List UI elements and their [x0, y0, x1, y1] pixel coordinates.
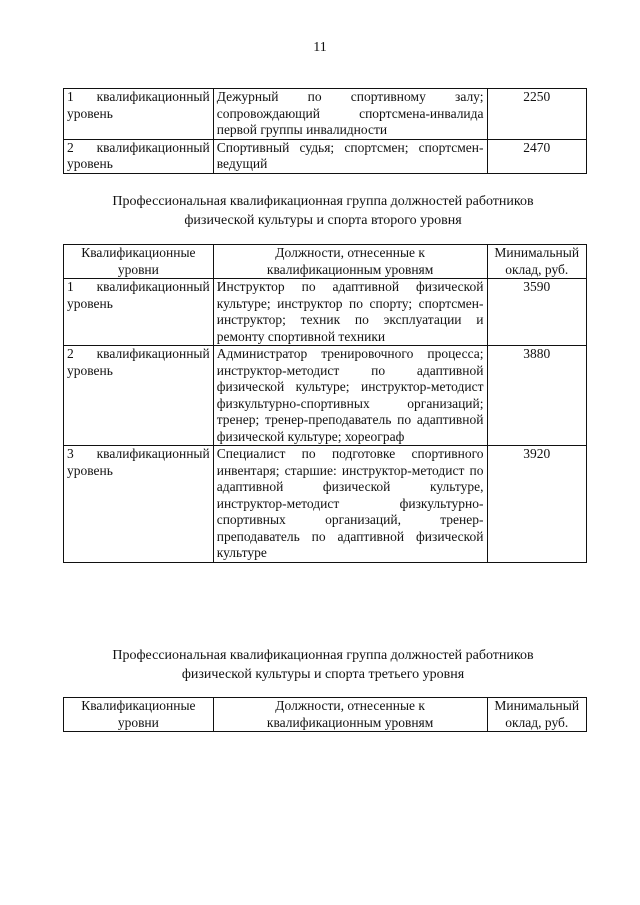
column-header-levels: Квалификационные уровни: [64, 698, 214, 732]
salary-cell: 3880: [487, 346, 586, 446]
salary-cell: 3920: [487, 446, 586, 563]
page-number: 11: [313, 40, 327, 55]
table-header-row: [64, 698, 587, 732]
column-header-salary: Минимальный оклад, руб.: [487, 245, 586, 279]
salary-cell: 2470: [487, 139, 586, 173]
positions-cell: Администратор тренировочного процесса; инструктор-методист по адаптивной физической культуре; инструктор-методист физкультурно-спортивных организаций; тренер; тренер-преподаватель по адаптивной физической культуре; хореограф: [213, 346, 487, 446]
table-row: [64, 446, 587, 563]
table-header-row: [64, 245, 587, 279]
qualification-level-cell: 2 квалификационный уровень: [64, 346, 214, 446]
salary-cell: 3590: [487, 279, 586, 346]
salary-table-second-level: [63, 244, 587, 563]
table-row: [64, 89, 587, 140]
heading-line: физической культуры и спорта третьего уровня: [181, 667, 465, 682]
column-header-positions: Должности, отнесенные к квалификационным уровням: [213, 245, 487, 279]
column-header-salary: Минимальный оклад, руб.: [487, 698, 586, 732]
heading-line: физической культуры и спорта второго уровня: [184, 213, 462, 228]
qualification-level-cell: 3 квалификационный уровень: [64, 446, 214, 563]
positions-cell: Специалист по подготовке спортивного инвентаря; старшие: инструктор-методист по адаптивной физической культуре, инструктор-методист физкультурно-спортивных организаций, тренер-преподаватель по адаптивной физической культуре: [213, 446, 487, 563]
section-heading-third-level: [60, 646, 586, 684]
table-row: [64, 139, 587, 173]
positions-cell: Спортивный судья; спортсмен; спортсмен-ведущий: [213, 139, 487, 173]
column-header-levels: Квалификационные уровни: [64, 245, 214, 279]
qualification-level-cell: 2 квалификационный уровень: [64, 139, 214, 173]
table-row: [64, 279, 587, 346]
column-header-positions: Должности, отнесенные к квалификационным уровням: [213, 698, 487, 732]
salary-table-first-level-continued: [63, 88, 587, 174]
qualification-level-cell: 1 квалификационный уровень: [64, 279, 214, 346]
heading-line: Профессиональная квалификационная группа должностей работников: [112, 648, 534, 663]
qualification-level-cell: 1 квалификационный уровень: [64, 89, 214, 140]
section-heading-second-level: [60, 192, 586, 230]
positions-cell: Дежурный по спортивному залу; сопровождающий спортсмена-инвалида первой группы инвалидности: [213, 89, 487, 140]
positions-cell: Инструктор по адаптивной физической культуре; инструктор по спорту; спортсмен-инструктор; техник по эксплуатации и ремонту спортивной техники: [213, 279, 487, 346]
table-row: [64, 346, 587, 446]
salary-cell: 2250: [487, 89, 586, 140]
salary-table-third-level: [63, 697, 587, 732]
heading-line: Профессиональная квалификационная группа должностей работников: [112, 194, 534, 209]
